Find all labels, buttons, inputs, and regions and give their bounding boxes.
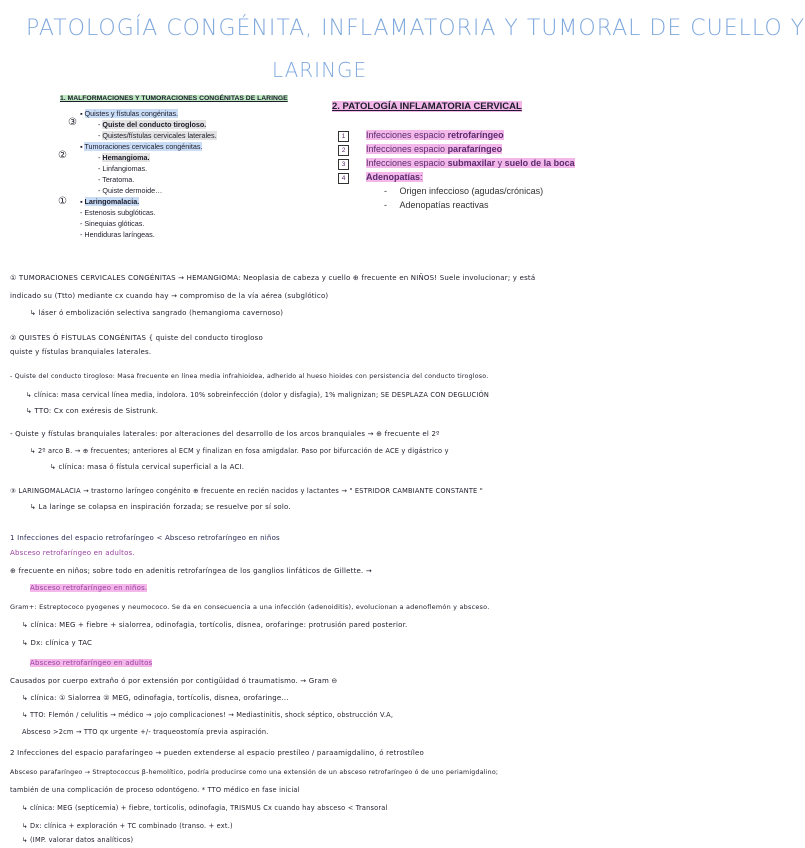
note-line: ↳ clínica: masa cervical línea media, indolora. 10% sobreinfección (dolor y disfagia), 1% malignizan; SE DESPLAZA CON DEGLUCIÓN (26, 391, 489, 399)
note-line: ② QUISTES Ó FÍSTULAS CONGÉNITAS { quiste del conducto tirogloso (10, 334, 263, 342)
note-line: ↳ láser ó embolización selectiva sangrado (hemangioma cavernoso) (30, 309, 284, 317)
note-line: también de una complicación de proceso odontógeno. * TTO médico en fase inicial (10, 786, 300, 794)
section2-item: 3 Infecciones espacio submaxilar y suelo de la boca (338, 156, 632, 170)
note-line: Absceso retrofaríngeo en niños. (30, 584, 148, 592)
list-item: - Quistes/fístulas cervicales laterales. (98, 131, 217, 140)
note-line: Absceso >2cm → TTO qx urgente +/- traqueostomía previa aspiración. (22, 728, 269, 736)
list-item: - Sinequias glóticas. (80, 219, 145, 228)
section1-heading: 1. MALFORMACIONES Y TUMORACIONES CONGÉNITAS DE LARINGE (60, 95, 288, 102)
note-line: ↳ clínica: masa ó fístula cervical superficial a la ACI. (50, 463, 245, 471)
note-line: ↳ clínica: ① Sialorrea ② MEG, odinofagia, tortícolis, disnea, orofaringe... (22, 694, 289, 702)
section2-block (332, 100, 632, 212)
note-line: Absceso retrofaríngeo en adultos (30, 659, 153, 667)
note-line: - Quiste del conducto tirogloso: Masa frecuente en línea media infrahioidea, adherido al hueso hioides con persistencia del conducto tirogloso. (10, 373, 489, 380)
note-line: quiste y fístulas branquiales laterales. (10, 348, 152, 356)
note-line: Causados por cuerpo extraño ó por extensión por contigüidad ó traumatismo. → Gram ⊖ (10, 677, 338, 685)
note-line: ↳ TTO: Cx con exéresis de Sistrunk. (26, 407, 159, 415)
note-line: ↳ Dx: clínica y TAC (22, 639, 93, 647)
note-line: 1 Infecciones del espacio retrofaríngeo < Absceso retrofaríngeo en niños (10, 534, 280, 542)
list-item: - Hendiduras laríngeas. (80, 230, 155, 239)
list-item: - Teratoma. (98, 175, 135, 184)
section1-block (60, 93, 310, 240)
section2-heading: 2. PATOLOGÍA INFLAMATORIA CERVICAL (332, 101, 522, 112)
note-line: ↳ clínica: MEG (septicemia) + fiebre, tortícolis, odinofagia, TRISMUS Cx cuando hay absceso < Transoral (22, 804, 388, 812)
note-line: ③ LARINGOMALACIA → trastorno laríngeo congénito ⊕ frecuente en recién nacidos y lactantes → " ESTRIDOR CAMBIANTE CONSTANTE " (10, 487, 483, 495)
section2-item: 1 Infecciones espacio retrofaríngeo (338, 128, 632, 142)
list-item: - Quiste del conducto tirogloso. (98, 120, 207, 129)
list-item: ▪ Quistes y fístulas congénitas. (80, 109, 179, 118)
note-line: ⊕ frecuente en niños; sobre todo en adenitis retrofaríngea de los ganglios linfáticos de Gillette. → (10, 567, 372, 575)
list-item: ▪ Laringomalacia. (80, 197, 140, 206)
section2-item: 2 Infecciones espacio parafaríngeo (338, 142, 632, 156)
mark-2: ② (58, 150, 67, 161)
mark-3: ③ (68, 117, 77, 128)
note-line: Absceso parafaríngeo → Streptococcus β-hemolítico, podría producirse como una extensión de un absceso retrofaríngeo ó de uno periamigdalino; (10, 769, 499, 776)
section1-list (60, 108, 310, 240)
note-line: ↳ TTO: Flemón / celulitis → médico → ¡ojo complicaciones! → Mediastinitis, shock séptico, obstrucción V.A, (22, 711, 394, 719)
note-line: ① TUMORACIONES CERVICALES CONGÉNITAS → HEMANGIOMA: Neoplasia de cabeza y cuello ⊕ frecuente en NIÑOS! Suele involucionar; y está (10, 274, 536, 282)
mark-1: ① (58, 196, 67, 207)
page-title-line1: PATOLOGÍA CONGÉNITA, INFLAMATORIA Y TUMORAL DE CUELLO Y (26, 16, 805, 41)
section2-subitem: - Origen infeccioso (agudas/crónicas) (384, 186, 544, 196)
note-line: ↳ Dx: clínica + exploración + TC combinado (transo. + ext.) (22, 822, 233, 830)
list-item: - Hemangioma. (98, 153, 150, 162)
note-line: indicado su (Ttto) mediante cx cuando hay → compromiso de la vía aérea (subglótico) (10, 292, 329, 300)
list-item: - Linfangiomas. (98, 164, 148, 173)
note-line: Gram+: Estreptococo pyogenes y neumococo. Se da en consecuencia a una infección (adenoiditis), evolucionan a adenoflemón y absceso. (10, 603, 490, 611)
note-line: ↳ clínica: MEG + fiebre + sialorrea, odinofagia, tortícolis, disnea, orofaringe: protrusión pared posterior. (22, 621, 408, 629)
note-line: Absceso retrofaríngeo en adultos. (10, 549, 135, 557)
note-line: ↳ 2º arco B. → ⊕ frecuentes; anteriores al ECM y finalizan en fosa amigdalar. Paso por bifurcación de ACE y digástrico y (30, 447, 449, 455)
list-item: - Quiste dermoide… (98, 186, 163, 195)
note-line: ↳ La laringe se colapsa en inspiración forzada; se resuelve por sí solo. (30, 503, 291, 511)
note-line: 2 Infecciones del espacio parafaríngeo → pueden extenderse al espacio prestíleo / paraamigdalino, ó retrostíleo (10, 749, 425, 757)
note-line: - Quiste y fístulas branquiales laterales: por alteraciones del desarrollo de los arcos branquiales → ⊕ frecuente el 2º (10, 430, 440, 438)
list-item: ▪ Tumoraciones cervicales congénitas. (80, 142, 203, 151)
section2-item: 4 Adenopatías: (338, 170, 632, 184)
section2-subitem: - Adenopatías reactivas (384, 200, 489, 210)
note-line: ↳ (IMP. valorar datos analíticos) (22, 836, 134, 844)
list-item: - Estenosis subglóticas. (80, 208, 156, 217)
page-title-line2: LARINGE (272, 58, 368, 82)
